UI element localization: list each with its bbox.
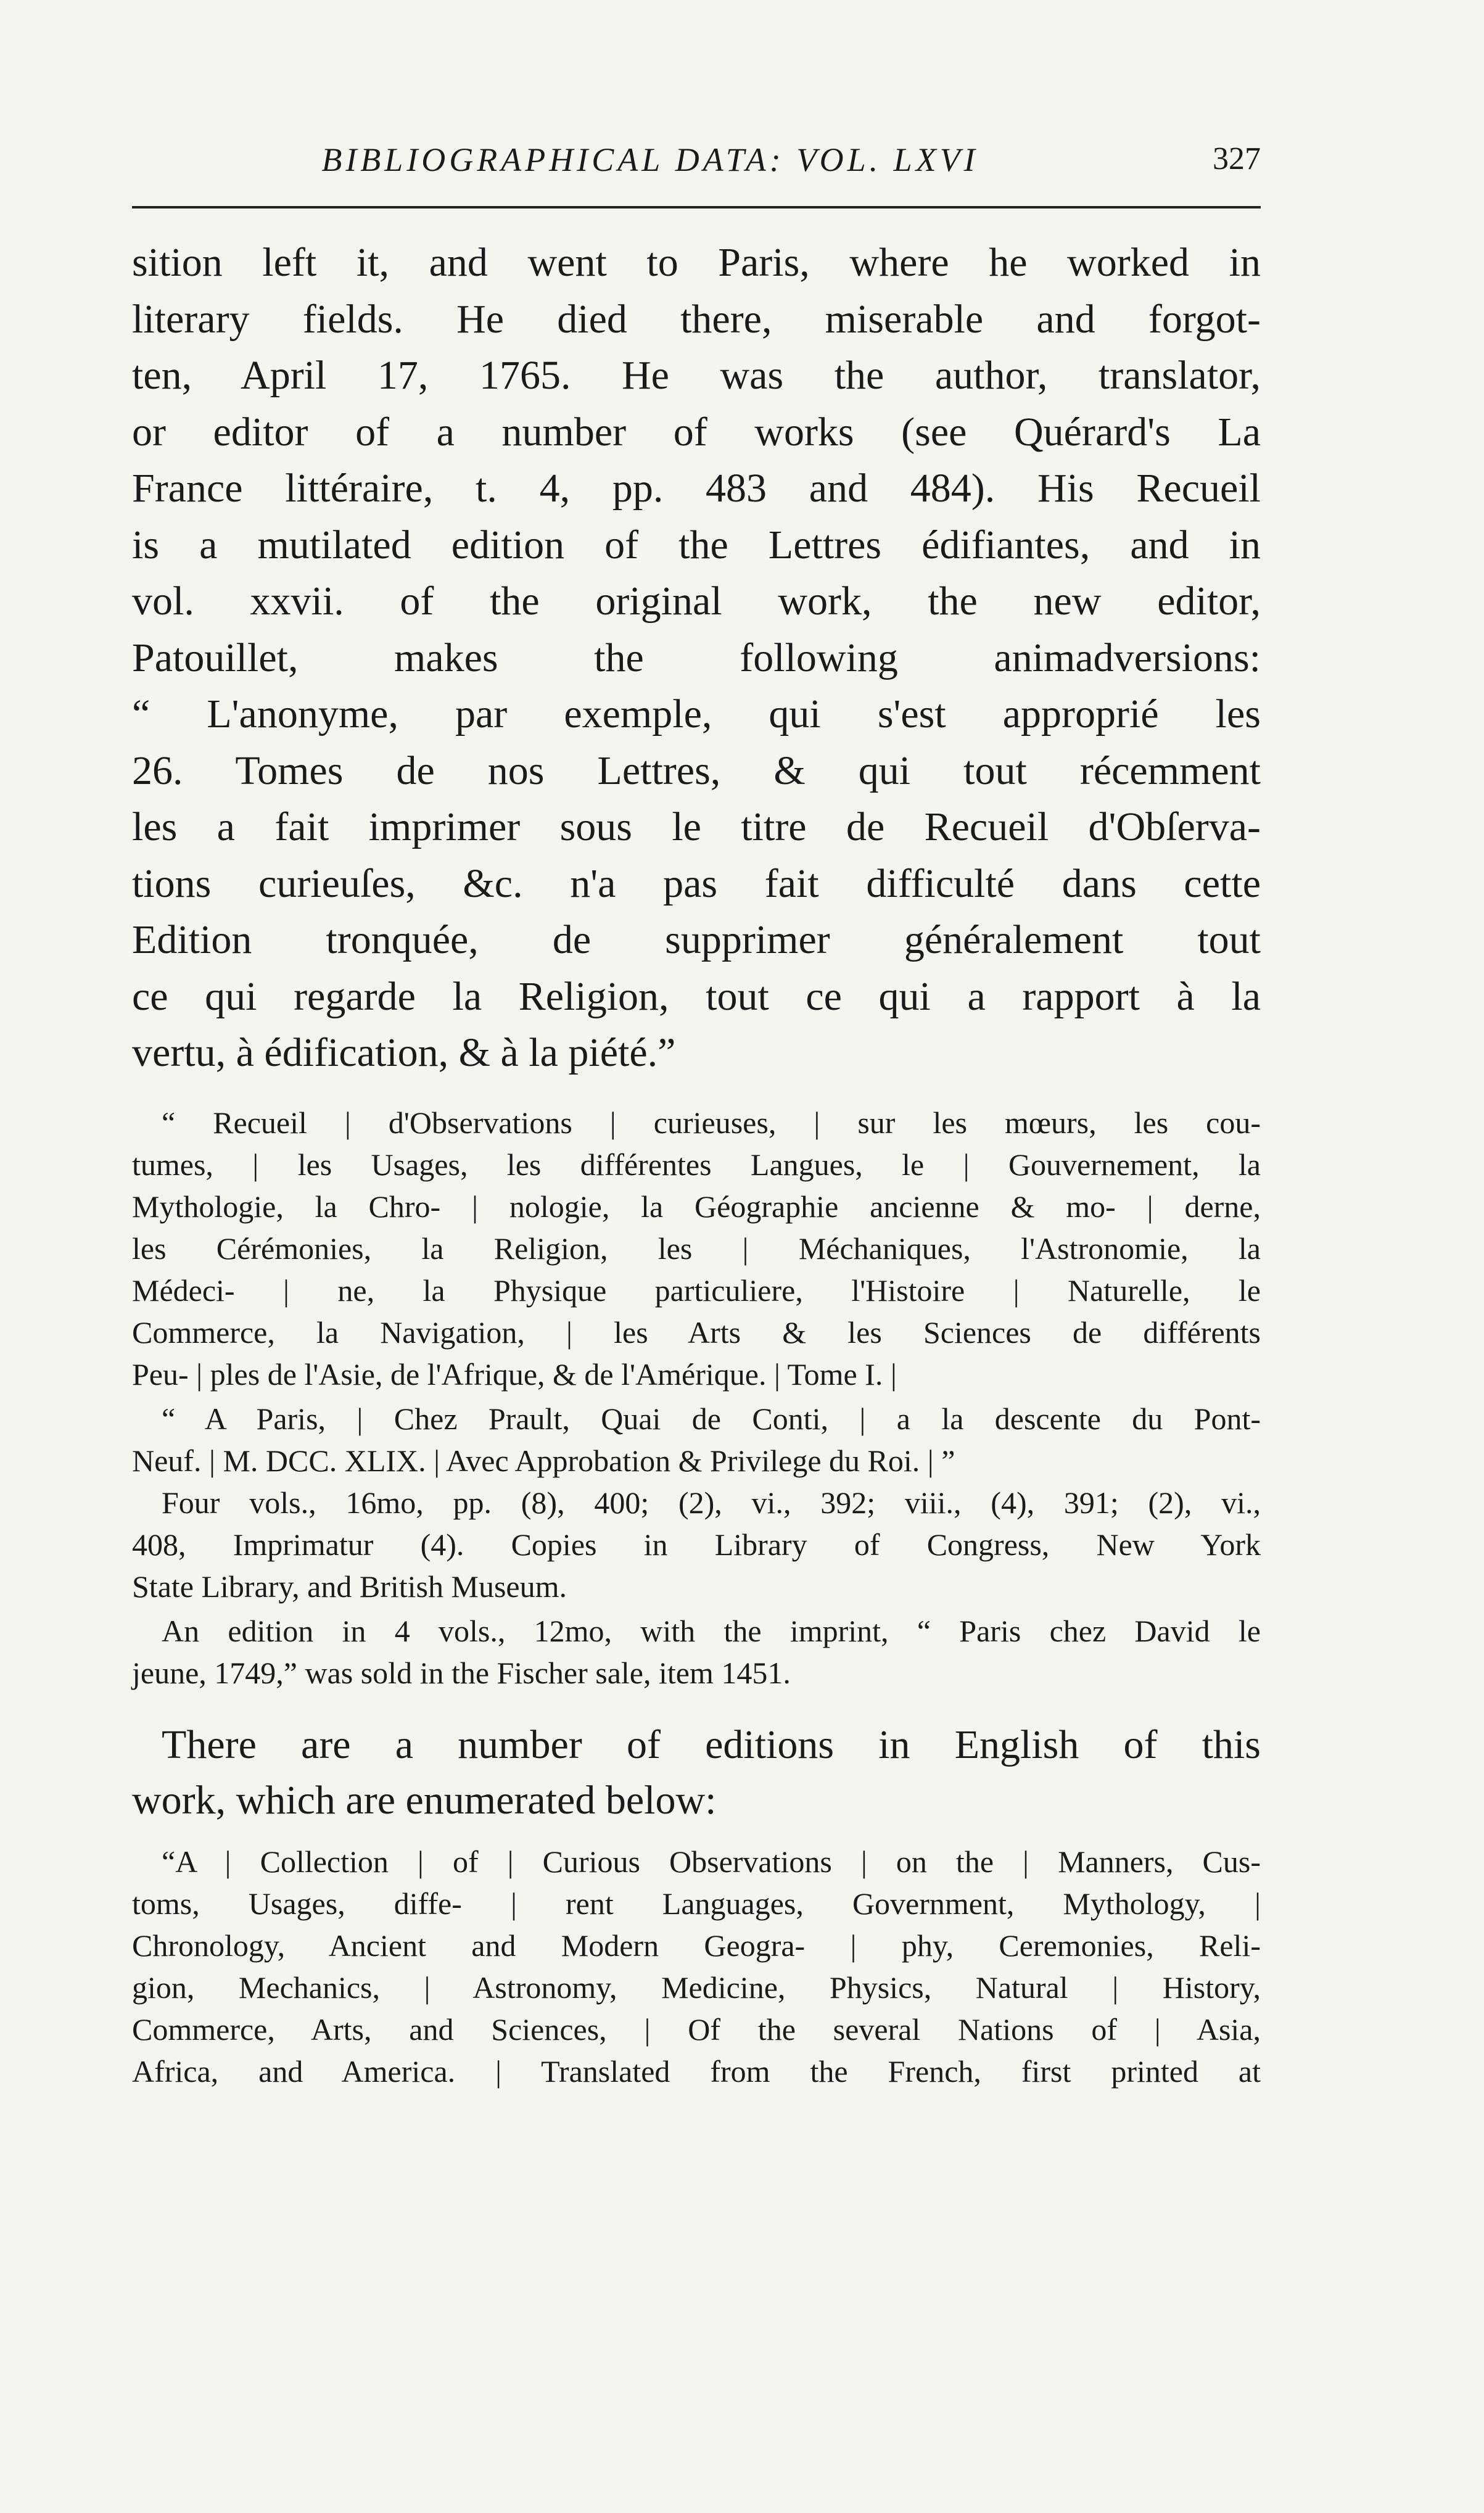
text-line: There are a number of editions in English of this <box>162 1722 1261 1767</box>
bibliographic-title-english <box>132 1841 1261 2092</box>
text-line: tumes, | les Usages, les différentes Langues, le | Gouvernement, la <box>132 1147 1261 1182</box>
text-line: Commerce, la Navigation, | les Arts & les Sciences de différents <box>132 1315 1261 1350</box>
text-line: State Library, and British Museum. <box>132 1569 567 1604</box>
text-line: “ A Paris, | Chez Prault, Quai de Conti, | a la descente du Pont- <box>162 1401 1261 1436</box>
text-line: literary fields. He died there, miserable and forgot- <box>132 296 1261 342</box>
text-line: 408, Imprimatur (4). Copies in Library of Congress, New York <box>132 1527 1261 1562</box>
page-number: 327 <box>1213 141 1261 176</box>
text-line: jeune, 1749,” was sold in the Fischer sale, item 1451. <box>132 1656 791 1690</box>
text-line: Neuf. | M. DCC. XLIX. | Avec Approbation & Privilege du Roi. | ” <box>132 1443 955 1478</box>
bibliographic-collation <box>132 1482 1261 1607</box>
header-rule <box>132 206 1261 208</box>
text-line: “ L'anonyme, par exemple, qui s'est approprié les <box>132 691 1261 737</box>
bibliographic-title-french <box>132 1102 1261 1395</box>
text-line: sition left it, and went to Paris, where he worked in <box>132 240 1261 285</box>
text-line: Patouillet, makes the following animadversions: <box>132 635 1261 680</box>
bibliographic-note <box>132 1610 1261 1694</box>
text-line: Four vols., 16mo, pp. (8), 400; (2), vi., 392; viii., (4), 391; (2), vi., <box>162 1485 1261 1520</box>
text-line: France littéraire, t. 4, pp. 483 and 484). His Recueil <box>132 466 1261 511</box>
text-line: les Cérémonies, la Religion, les | Méchaniques, l'Astronomie, la <box>132 1231 1261 1266</box>
text-line: vol. xxvii. of the original work, the new editor, <box>132 579 1261 624</box>
editions-paragraph <box>132 1717 1261 1828</box>
text-line: Africa, and America. | Translated from the French, first printed at <box>132 2054 1261 2089</box>
text-line: An edition in 4 vols., 12mo, with the imprint, “ Paris chez David le <box>162 1614 1261 1648</box>
bibliographic-imprint <box>132 1398 1261 1482</box>
text-line: gion, Mechanics, | Astronomy, Medicine, Physics, Natural | History, <box>132 1970 1261 2005</box>
main-paragraph <box>132 234 1261 1081</box>
text-line: is a mutilated edition of the Lettres édifiantes, and in <box>132 522 1261 567</box>
text-line: ten, April 17, 1765. He was the author, translator, <box>132 353 1261 398</box>
text-line: les a fait imprimer sous le titre de Recueil d'Obſerva- <box>132 804 1261 849</box>
text-line: toms, Usages, diffe- | rent Languages, Government, Mythology, | <box>132 1886 1261 1921</box>
text-line: “A | Collection | of | Curious Observations | on the | Manners, Cus- <box>162 1844 1261 1879</box>
text-line: Edition tronquée, de supprimer généralement tout <box>132 917 1261 962</box>
text-line: 26. Tomes de nos Lettres, & qui tout récemment <box>132 748 1261 793</box>
text-line: “ Recueil | d'Observations | curieuses, | sur les mœurs, les cou- <box>162 1105 1261 1140</box>
running-head <box>132 138 1261 188</box>
text-line: Commerce, Arts, and Sciences, | Of the several Nations of | Asia, <box>132 2012 1261 2047</box>
text-line: or editor of a number of works (see Quérard's La <box>132 409 1261 455</box>
text-line: vertu, à édification, & à la piété.” <box>132 1030 676 1075</box>
text-line: work, which are enumerated below: <box>132 1778 717 1823</box>
text-line: Médeci- | ne, la Physique particuliere, l'Histoire | Naturelle, le <box>132 1273 1261 1308</box>
text-line: ce qui regarde la Religion, tout ce qui a rapport à la <box>132 973 1261 1019</box>
text-line: Peu- | ples de l'Asie, de l'Afrique, & de l'Amérique. | Tome I. | <box>132 1357 897 1392</box>
text-line: Mythologie, la Chro- | nologie, la Géographie ancienne & mo- | derne, <box>132 1189 1261 1224</box>
running-title: BIBLIOGRAPHICAL DATA: VOL. LXVI <box>321 141 979 178</box>
text-line: tions curieuſes, &c. n'a pas fait difficulté dans cette <box>132 860 1261 906</box>
text-line: Chronology, Ancient and Modern Geogra- | phy, Ceremonies, Reli- <box>132 1928 1261 1963</box>
